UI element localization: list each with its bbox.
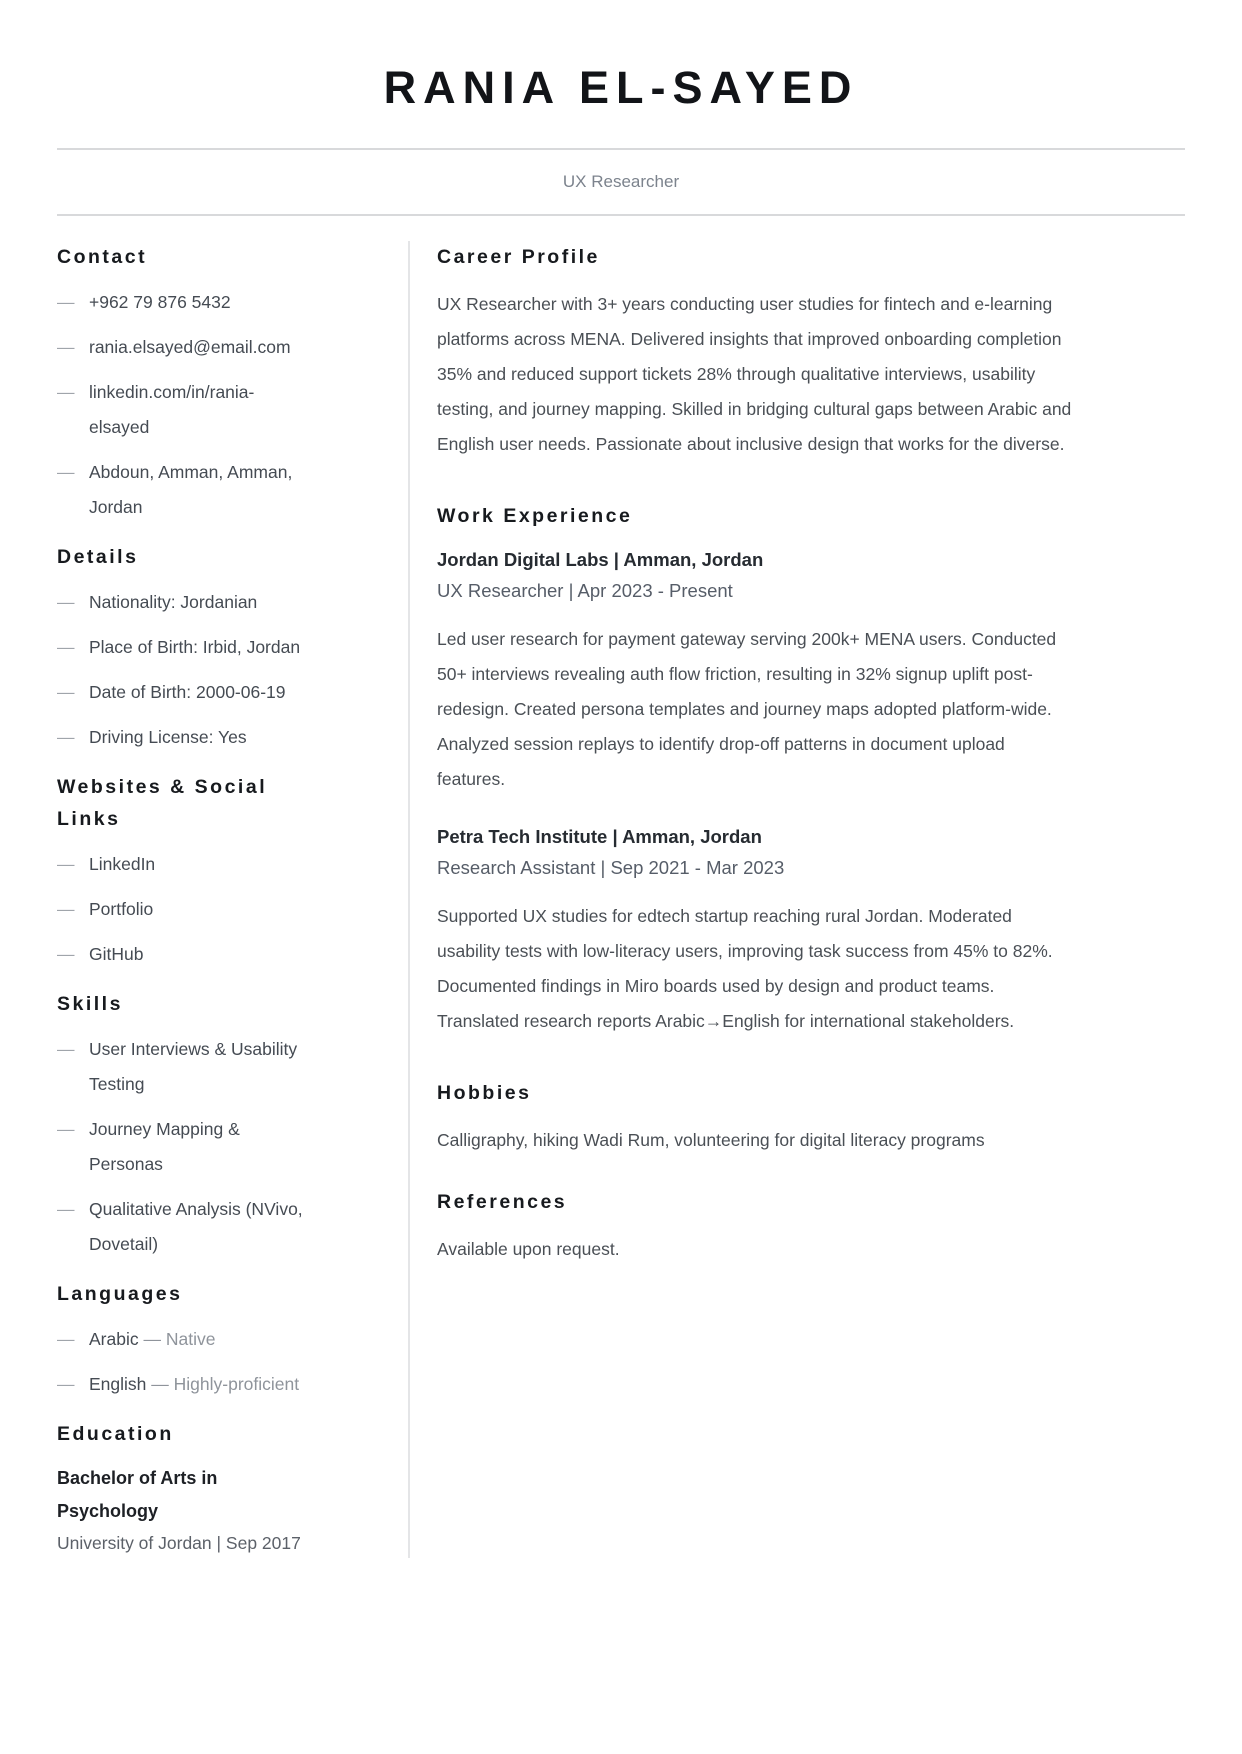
contact-item-address <box>57 455 304 525</box>
link-github: GitHub <box>89 944 144 964</box>
language-item-english <box>57 1367 304 1402</box>
job-entry <box>437 544 1077 797</box>
resume-header <box>57 64 1185 216</box>
dash-bullet: — <box>57 462 75 482</box>
contact-linkedin-url: linkedin.com/in/rania-elsayed <box>89 382 255 437</box>
job-company-location: Jordan Digital Labs | Amman, Jordan <box>437 549 764 570</box>
dash-bullet: — <box>57 899 75 919</box>
link-item-linkedin <box>57 847 304 882</box>
languages-list <box>57 1322 304 1402</box>
section-heading-skills: Skills <box>57 993 123 1015</box>
content-columns <box>57 241 1185 1558</box>
detail-item-nationality <box>57 585 304 620</box>
link-item-portfolio <box>57 892 304 927</box>
detail-item-driving-license <box>57 720 304 755</box>
skill-item <box>57 1192 304 1262</box>
dash-bullet: — <box>57 854 75 874</box>
detail-birthdate: Date of Birth: 2000-06-19 <box>89 682 286 702</box>
section-heading-career-profile: Career Profile <box>437 246 600 268</box>
dash-bullet: — <box>57 637 75 657</box>
dash-bullet: — <box>57 337 75 357</box>
contact-item-email <box>57 330 304 365</box>
section-heading-details: Details <box>57 546 139 568</box>
details-list <box>57 585 304 755</box>
dash-bullet: — <box>57 1119 75 1139</box>
dash-bullet: — <box>57 1039 75 1059</box>
job-role-dates: Research Assistant | Sep 2021 - Mar 2023 <box>437 857 785 878</box>
language-name: Arabic <box>89 1329 139 1349</box>
skill-item <box>57 1032 304 1102</box>
education-school-date: University of Jordan | Sep 2017 <box>57 1533 301 1553</box>
header-divider-bottom <box>57 214 1185 216</box>
skill-label: User Interviews & Usability Testing <box>89 1039 298 1094</box>
section-heading-work-experience: Work Experience <box>437 505 633 527</box>
skill-label: Journey Mapping & Personas <box>89 1119 240 1174</box>
education-degree: Bachelor of Arts in Psychology <box>57 1468 218 1521</box>
dash-bullet: — <box>57 382 75 402</box>
links-list <box>57 847 304 972</box>
language-name: English <box>89 1374 147 1394</box>
hobbies-text: Calligraphy, hiking Wadi Rum, volunteering for digital literacy programs <box>437 1130 985 1150</box>
dash-bullet: — <box>57 592 75 612</box>
job-entry <box>437 821 1077 1039</box>
job-role-dates: UX Researcher | Apr 2023 - Present <box>437 580 733 601</box>
dash-bullet: — <box>57 1199 75 1219</box>
dash-bullet: — <box>57 682 75 702</box>
dash-bullet: — <box>57 727 75 747</box>
page-title: RANIA EL-SAYED <box>383 62 859 113</box>
dash-bullet: — <box>57 1329 75 1349</box>
references-text: Available upon request. <box>437 1239 620 1259</box>
detail-driving-license: Driving License: Yes <box>89 727 247 747</box>
language-separator: — <box>151 1374 169 1394</box>
link-item-github <box>57 937 304 972</box>
section-heading-contact: Contact <box>57 246 148 268</box>
contact-item-phone <box>57 285 304 320</box>
skill-label: Qualitative Analysis (NVivo, Dovetail) <box>89 1199 303 1254</box>
job-description: Led user research for payment gateway serving 200k+ MENA users. Conducted 50+ interviews revealing auth flow friction, resulting in 32% signup uplift post-redesign. Created persona templates and journey maps adopted platform-wide. Analyzed session replays to identify drop-off patterns in document upload features. <box>437 629 1057 789</box>
job-title-subtitle: UX Researcher <box>562 172 680 191</box>
dash-bullet: — <box>57 1374 75 1394</box>
section-heading-languages: Languages <box>57 1283 183 1305</box>
detail-nationality: Nationality: Jordanian <box>89 592 258 612</box>
language-item-arabic <box>57 1322 304 1357</box>
career-profile-text: UX Researcher with 3+ years conducting user studies for fintech and e-learning platforms across MENA. Delivered insights that improved onboarding completion 35% and reduced support tickets 28% through qualitative interviews, usability testing, and journey mapping. Skilled in bridging cultural gaps between Arabic and English user needs. Passionate about inclusive design that works for the diverse. <box>437 294 1072 454</box>
contact-list <box>57 285 304 525</box>
section-heading-websites-social-links: Websites & Social Links <box>57 776 268 830</box>
job-description: Supported UX studies for edtech startup reaching rural Jordan. Moderated usability tests with low-literacy users, improving task success from 45% to 82%. Documented findings in Miro boards used by design and product teams. Translated research reports Arabic→English for international stakeholders. <box>437 906 1053 1031</box>
contact-email: rania.elsayed@email.com <box>89 337 291 357</box>
language-level: Highly-proficient <box>173 1374 300 1394</box>
contact-item-linkedin <box>57 375 304 445</box>
link-portfolio: Portfolio <box>89 899 154 919</box>
contact-address: Abdoun, Amman, Amman, Jordan <box>89 462 293 517</box>
main-column <box>408 241 1077 1558</box>
sidebar <box>57 241 304 1558</box>
section-heading-references: References <box>437 1191 568 1213</box>
detail-item-birthplace <box>57 630 304 665</box>
section-heading-education: Education <box>57 1423 174 1445</box>
skill-item <box>57 1112 304 1182</box>
section-heading-hobbies: Hobbies <box>437 1082 532 1104</box>
dash-bullet: — <box>57 944 75 964</box>
skills-list <box>57 1032 304 1262</box>
detail-item-birthdate <box>57 675 304 710</box>
link-linkedin: LinkedIn <box>89 854 156 874</box>
job-company-location: Petra Tech Institute | Amman, Jordan <box>437 826 762 847</box>
language-separator: — <box>143 1329 161 1349</box>
language-level: Native <box>165 1329 216 1349</box>
dash-bullet: — <box>57 292 75 312</box>
detail-birthplace: Place of Birth: Irbid, Jordan <box>89 637 301 657</box>
contact-phone: +962 79 876 5432 <box>89 292 231 312</box>
